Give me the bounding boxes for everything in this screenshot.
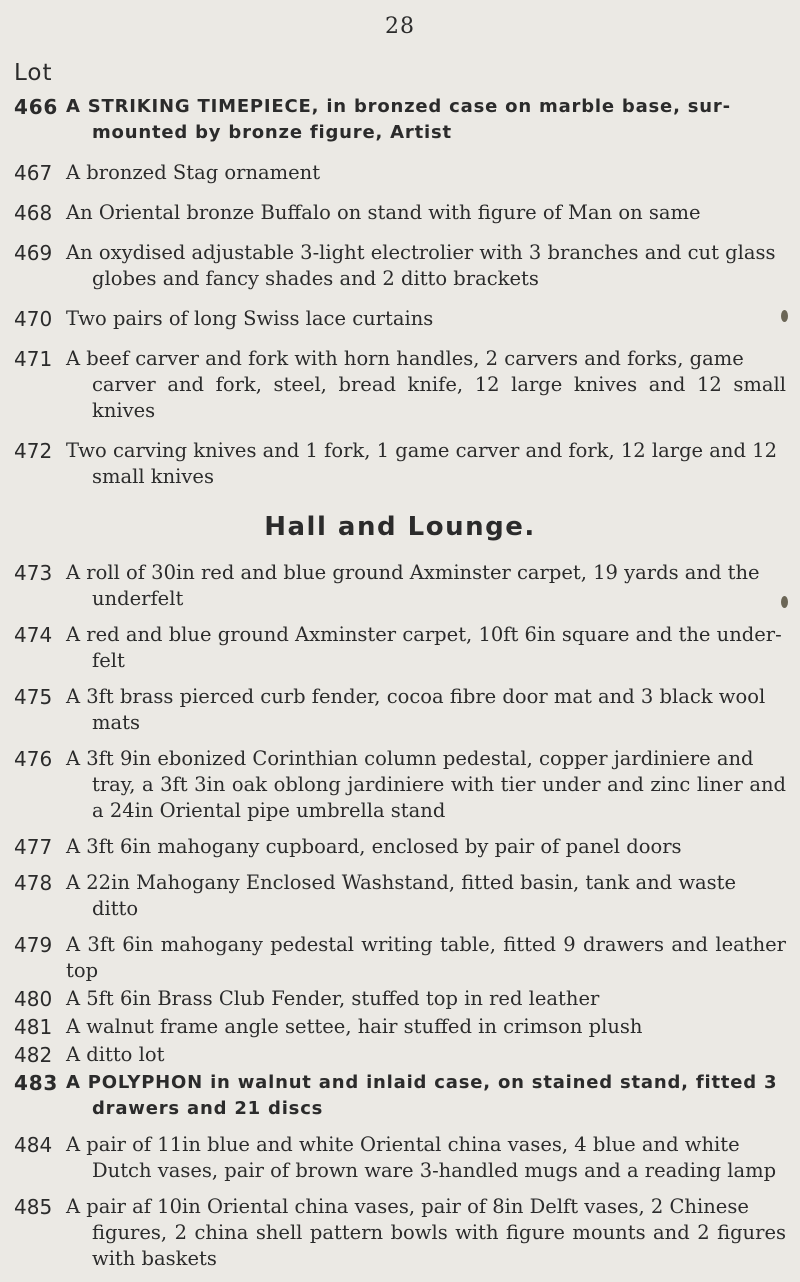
lot-entry [0, 438, 800, 490]
lot-description [66, 746, 786, 824]
lot-description [66, 1194, 786, 1272]
lot-entry [0, 1194, 800, 1272]
lot-number: 474 [14, 623, 53, 647]
lot-description-line: A ditto lot [66, 1043, 165, 1066]
lot-number: 475 [14, 685, 53, 709]
lot-entry [0, 746, 800, 824]
lot-entry [0, 622, 800, 674]
lot-description-continuation: felt [92, 649, 125, 672]
lot-entry [0, 932, 800, 984]
lot-entry [0, 1070, 800, 1122]
lot-entry [0, 240, 800, 292]
lot-description-continuation: drawers and 21 discs [92, 1098, 324, 1119]
lot-number: 466 [14, 95, 59, 119]
lot-entry [0, 684, 800, 736]
lot-description-line: A walnut frame angle settee, hair stuffed in crimson plush [66, 1015, 643, 1038]
lot-description [66, 560, 786, 612]
lot-description-continuation: mounted by bronze figure, Artist [92, 122, 452, 143]
lot-entry [0, 870, 800, 922]
lot-description-line: Two carving knives and 1 fork, 1 game carver and fork, 12 large and 12 [66, 439, 777, 462]
lot-number: 478 [14, 871, 53, 895]
entries-group-before [0, 94, 800, 490]
lot-number: 473 [14, 561, 53, 585]
catalogue-entries [0, 94, 800, 1282]
entries-group-after [0, 560, 800, 1272]
lot-description-line: A 3ft brass pierced curb fender, cocoa fibre door mat and 3 black wool [66, 685, 766, 708]
lot-number: 472 [14, 439, 53, 463]
lot-description-continuation: mats [92, 711, 140, 734]
lot-entry [0, 1014, 800, 1040]
lot-description-line: A STRIKING TIMEPIECE, in bronzed case on marble base, sur- [66, 96, 731, 117]
lot-description [66, 870, 786, 922]
page-number: 28 [385, 14, 415, 39]
lot-description-line: A roll of 30in red and blue ground Axminster carpet, 19 yards and the [66, 561, 760, 584]
lot-entry [0, 94, 800, 146]
lot-description [66, 622, 786, 674]
lot-description [66, 1132, 786, 1184]
lot-description-line: A pair af 10in Oriental china vases, pair of 8in Delft vases, 2 Chinese [66, 1195, 749, 1218]
lot-description-line: A 3ft 6in mahogany cupboard, enclosed by pair of panel doors [66, 835, 682, 858]
lot-number: 467 [14, 161, 53, 185]
lot-number: 482 [14, 1043, 53, 1067]
lot-number: 484 [14, 1133, 53, 1157]
lot-entry [0, 560, 800, 612]
lot-description [66, 1042, 786, 1068]
lot-entry [0, 306, 800, 332]
lot-entry [0, 834, 800, 860]
lot-description [66, 200, 786, 226]
lot-description-continuation: figures, 2 china shell pattern bowls with figure mounts and 2 figures with baskets [92, 1221, 786, 1270]
lot-description-line: An Oriental bronze Buffalo on stand with figure of Man on same [66, 201, 701, 224]
lot-description-line: A 3ft 6in mahogany pedestal writing table, fitted 9 drawers and leather top [66, 933, 786, 982]
lot-number: 471 [14, 347, 53, 371]
lot-description [66, 684, 786, 736]
lot-description-line: A pair of 11in blue and white Oriental china vases, 4 blue and white [66, 1133, 740, 1156]
lot-entry [0, 986, 800, 1012]
lot-description-continuation: small knives [92, 465, 214, 488]
lot-description-line: A 3ft 9in ebonized Corinthian column pedestal, copper jardiniere and [66, 747, 754, 770]
lot-description-continuation: carver and fork, steel, bread knife, 12 large knives and 12 small knives [92, 373, 786, 422]
lot-description-line: A 22in Mahogany Enclosed Washstand, fitted basin, tank and waste [66, 871, 737, 894]
lot-description-line: A red and blue ground Axminster carpet, 10ft 6in square and the under- [66, 623, 782, 646]
lot-entry [0, 1132, 800, 1184]
lot-description [66, 94, 786, 146]
lot-description-continuation: globes and fancy shades and 2 ditto brackets [92, 267, 539, 290]
lot-description [66, 240, 786, 292]
lot-description-line: A POLYPHON in walnut and inlaid case, on stained stand, fitted 3 [66, 1072, 778, 1093]
lot-entry [0, 346, 800, 424]
lot-description [66, 1014, 786, 1040]
lot-description [66, 346, 786, 424]
section-heading: Hall and Lounge. [264, 512, 536, 542]
lot-description [66, 438, 786, 490]
paper-speck [781, 596, 788, 608]
lot-entry [0, 200, 800, 226]
lot-entry [0, 1042, 800, 1068]
lot-number: 479 [14, 933, 53, 957]
lot-number: 481 [14, 1015, 53, 1039]
lot-description-continuation: underfelt [92, 587, 184, 610]
lot-description [66, 160, 786, 186]
lot-description [66, 306, 786, 332]
lot-description [66, 834, 786, 860]
lot-number: 480 [14, 987, 53, 1011]
lot-description-line: A 5ft 6in Brass Club Fender, stuffed top in red leather [66, 987, 600, 1010]
lot-number: 477 [14, 835, 53, 859]
lot-description-line: An oxydised adjustable 3-light electrolier with 3 branches and cut glass [66, 241, 776, 264]
paper-speck [781, 310, 788, 322]
lot-description-line: A beef carver and fork with horn handles, 2 carvers and forks, game [66, 347, 744, 370]
lot-number: 483 [14, 1071, 59, 1095]
lot-description [66, 986, 786, 1012]
lot-number: 470 [14, 307, 53, 331]
lot-entry [0, 160, 800, 186]
lot-description [66, 932, 786, 984]
lot-description-continuation: Dutch vases, pair of brown ware 3-handled mugs and a reading lamp [92, 1159, 777, 1182]
lot-number: 469 [14, 241, 53, 265]
lot-number: 485 [14, 1195, 53, 1219]
lot-description [66, 1070, 786, 1122]
lot-description-line: A bronzed Stag ornament [66, 161, 321, 184]
lot-column-header: Lot [14, 60, 53, 86]
lot-description-line: Two pairs of long Swiss lace curtains [66, 307, 434, 330]
lot-number: 468 [14, 201, 53, 225]
lot-description-continuation: ditto [92, 897, 139, 920]
lot-description-continuation: tray, a 3ft 3in oak oblong jardiniere with tier under and zinc liner and a 24in Oriental pipe umbrella stand [92, 773, 786, 822]
lot-number: 476 [14, 747, 53, 771]
